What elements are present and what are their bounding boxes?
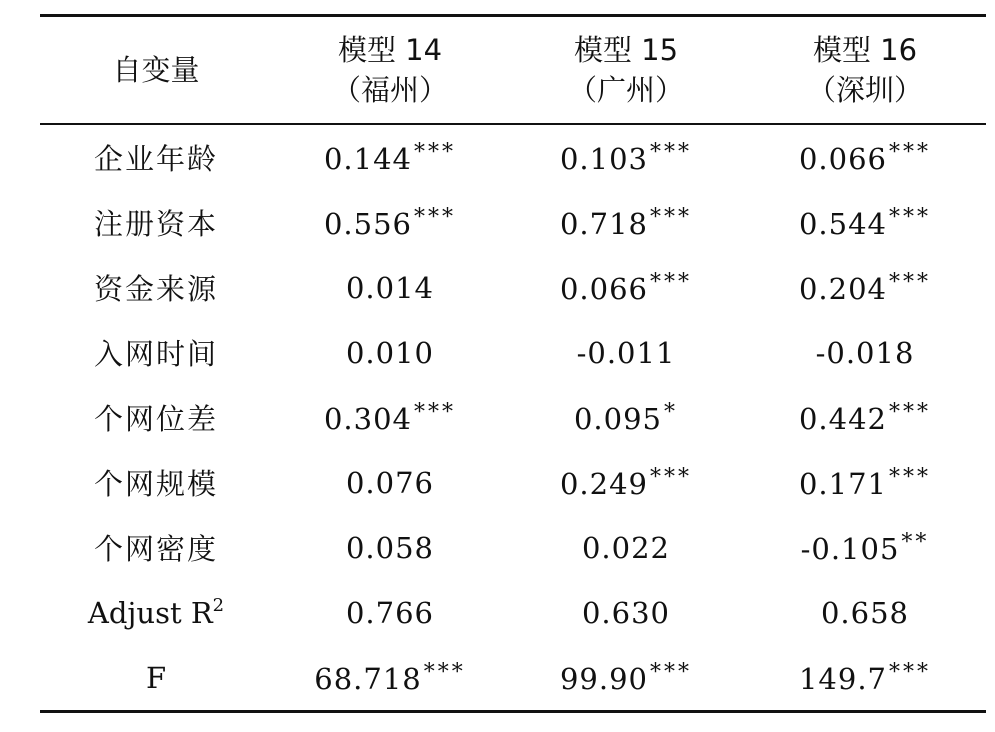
coefficient-value: 0.014 bbox=[345, 270, 435, 305]
significance-stars: *** bbox=[650, 659, 693, 685]
coefficient-value-group bbox=[560, 270, 692, 306]
header-model-16-city: （深圳） bbox=[806, 73, 923, 107]
coefficient-value: 0.249 bbox=[559, 466, 649, 501]
table-row bbox=[40, 255, 986, 320]
header-variable bbox=[40, 16, 272, 125]
coefficient-value: 0.144 bbox=[323, 141, 413, 176]
coefficient-cell bbox=[744, 450, 986, 515]
row-variable-cell bbox=[40, 385, 272, 450]
coefficient-value-group bbox=[799, 140, 931, 176]
coefficient-value: 0.171 bbox=[798, 466, 888, 501]
header-model-15 bbox=[508, 16, 744, 125]
header-model-16 bbox=[744, 16, 986, 125]
coefficient-value-group bbox=[560, 465, 692, 501]
coefficient-value: 0.556 bbox=[323, 206, 413, 241]
coefficient-value-group bbox=[582, 531, 670, 565]
significance-stars: *** bbox=[650, 204, 693, 230]
row-variable-cell bbox=[40, 320, 272, 385]
coefficient-value: 0.095 bbox=[573, 401, 663, 436]
coefficient-value-group bbox=[324, 140, 456, 176]
coefficient-cell bbox=[508, 124, 744, 190]
row-variable-label: 企业年龄 bbox=[93, 142, 218, 176]
coefficient-value-group bbox=[799, 465, 931, 501]
row-variable-cell bbox=[40, 515, 272, 580]
table-row bbox=[40, 515, 986, 580]
significance-stars: *** bbox=[650, 464, 693, 490]
row-variable-label: 资金来源 bbox=[93, 272, 218, 306]
coefficient-value-group bbox=[821, 596, 909, 630]
coefficient-cell bbox=[272, 255, 508, 320]
significance-stars: *** bbox=[414, 139, 457, 165]
coefficient-value: -0.105 bbox=[800, 531, 900, 566]
coefficient-cell bbox=[744, 580, 986, 645]
coefficient-value: 0.658 bbox=[820, 595, 910, 630]
row-variable-label: 注册资本 bbox=[93, 207, 218, 241]
coefficient-cell bbox=[744, 190, 986, 255]
table-row bbox=[40, 645, 986, 712]
coefficient-value-group bbox=[574, 400, 678, 436]
header-model-16-title: 模型 16 bbox=[812, 33, 918, 67]
significance-stars: * bbox=[664, 399, 679, 425]
coefficient-value: 0.766 bbox=[345, 595, 435, 630]
table-row bbox=[40, 190, 986, 255]
coefficient-value-group bbox=[560, 205, 692, 241]
row-variable-cell bbox=[40, 450, 272, 515]
table-row bbox=[40, 580, 986, 645]
coefficient-value: 68.718 bbox=[314, 661, 422, 696]
coefficient-value: -0.011 bbox=[576, 335, 676, 370]
header-model-14-title: 模型 14 bbox=[337, 33, 443, 67]
coefficient-value: 0.066 bbox=[798, 141, 888, 176]
row-variable-label: 入网时间 bbox=[93, 337, 218, 371]
coefficient-cell bbox=[508, 255, 744, 320]
row-variable-cell bbox=[40, 190, 272, 255]
coefficient-cell bbox=[744, 124, 986, 190]
coefficient-value: 0.066 bbox=[559, 271, 649, 306]
coefficient-cell bbox=[272, 580, 508, 645]
coefficient-cell bbox=[744, 255, 986, 320]
coefficient-value-group bbox=[799, 205, 931, 241]
significance-stars: ** bbox=[901, 529, 930, 555]
coefficient-value: 0.022 bbox=[581, 530, 671, 565]
coefficient-value-group bbox=[560, 660, 692, 696]
table-body bbox=[40, 124, 986, 712]
row-variable-cell bbox=[40, 645, 272, 712]
row-variable-cell bbox=[40, 124, 272, 190]
coefficient-value-group bbox=[324, 205, 456, 241]
significance-stars: *** bbox=[889, 659, 932, 685]
coefficient-value: 0.442 bbox=[798, 401, 888, 436]
coefficient-value-group bbox=[799, 270, 931, 306]
row-variable-cell bbox=[40, 255, 272, 320]
coefficient-value: 0.103 bbox=[559, 141, 649, 176]
row-variable-superscript: 2 bbox=[212, 595, 225, 616]
row-variable-label: 个网密度 bbox=[93, 532, 218, 566]
table-row bbox=[40, 124, 986, 190]
coefficient-cell bbox=[744, 320, 986, 385]
table-row bbox=[40, 385, 986, 450]
coefficient-value: 99.90 bbox=[559, 661, 649, 696]
table-row bbox=[40, 450, 986, 515]
coefficient-value: 149.7 bbox=[798, 661, 888, 696]
coefficient-cell bbox=[508, 320, 744, 385]
row-variable-label: 个网位差 bbox=[93, 402, 218, 436]
coefficient-value: 0.718 bbox=[559, 206, 649, 241]
coefficient-value-group bbox=[346, 271, 434, 305]
coefficient-value: 0.544 bbox=[798, 206, 888, 241]
header-row bbox=[40, 16, 986, 125]
coefficient-cell bbox=[508, 580, 744, 645]
coefficient-value-group bbox=[346, 336, 434, 370]
coefficient-cell bbox=[508, 450, 744, 515]
row-variable-label: F bbox=[145, 660, 167, 695]
coefficient-value-group bbox=[346, 466, 434, 500]
coefficient-value-group bbox=[314, 660, 465, 696]
coefficient-value: 0.058 bbox=[345, 530, 435, 565]
regression-table-container bbox=[40, 14, 986, 713]
coefficient-cell bbox=[744, 645, 986, 712]
coefficient-cell bbox=[272, 450, 508, 515]
coefficient-cell bbox=[272, 385, 508, 450]
coefficient-cell bbox=[272, 124, 508, 190]
significance-stars: *** bbox=[889, 204, 932, 230]
coefficient-cell bbox=[272, 320, 508, 385]
coefficient-value-group bbox=[577, 336, 676, 370]
coefficient-cell bbox=[272, 190, 508, 255]
coefficient-value: -0.018 bbox=[815, 335, 915, 370]
coefficient-value-group bbox=[346, 596, 434, 630]
coefficient-cell bbox=[508, 515, 744, 580]
significance-stars: *** bbox=[650, 139, 693, 165]
significance-stars: *** bbox=[889, 399, 932, 425]
regression-table bbox=[40, 14, 986, 713]
header-model-14 bbox=[272, 16, 508, 125]
coefficient-value-group bbox=[560, 140, 692, 176]
significance-stars: *** bbox=[889, 139, 932, 165]
coefficient-cell bbox=[508, 190, 744, 255]
coefficient-value-group bbox=[799, 660, 931, 696]
header-variable-label: 自变量 bbox=[112, 53, 200, 87]
coefficient-value: 0.630 bbox=[581, 595, 671, 630]
coefficient-cell bbox=[272, 645, 508, 712]
significance-stars: *** bbox=[889, 269, 932, 295]
header-model-15-title: 模型 15 bbox=[573, 33, 679, 67]
coefficient-value-group bbox=[324, 400, 456, 436]
significance-stars: *** bbox=[889, 464, 932, 490]
coefficient-value-group bbox=[816, 336, 915, 370]
table-row bbox=[40, 320, 986, 385]
coefficient-cell bbox=[272, 515, 508, 580]
coefficient-cell bbox=[744, 385, 986, 450]
coefficient-cell bbox=[508, 385, 744, 450]
coefficient-value: 0.304 bbox=[323, 401, 413, 436]
coefficient-value-group bbox=[801, 530, 930, 566]
header-model-14-city: （福州） bbox=[331, 73, 448, 107]
significance-stars: *** bbox=[650, 269, 693, 295]
coefficient-value: 0.076 bbox=[345, 465, 435, 500]
row-variable-label: 个网规模 bbox=[93, 467, 218, 501]
significance-stars: *** bbox=[414, 204, 457, 230]
significance-stars: *** bbox=[423, 659, 466, 685]
coefficient-value-group bbox=[346, 531, 434, 565]
header-model-15-city: （广州） bbox=[567, 73, 684, 107]
row-variable-label: Adjust R bbox=[87, 596, 213, 630]
coefficient-value-group bbox=[582, 596, 670, 630]
row-variable-cell bbox=[40, 580, 272, 645]
coefficient-value-group bbox=[799, 400, 931, 436]
significance-stars: *** bbox=[414, 399, 457, 425]
coefficient-cell bbox=[508, 645, 744, 712]
coefficient-value: 0.204 bbox=[798, 271, 888, 306]
coefficient-value: 0.010 bbox=[345, 335, 435, 370]
coefficient-cell bbox=[744, 515, 986, 580]
